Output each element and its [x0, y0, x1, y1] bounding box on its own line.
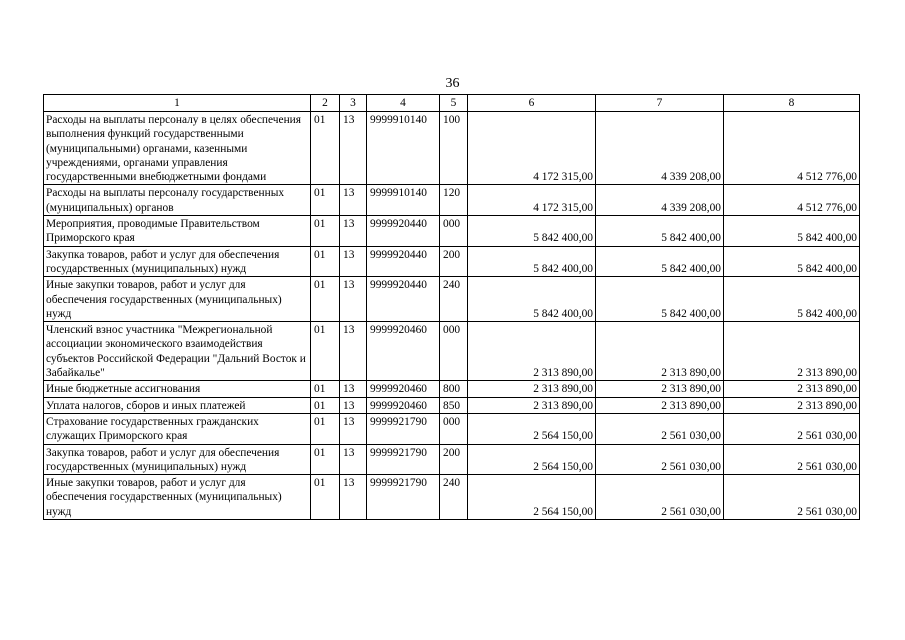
- expense-name: Членский взнос участника "Межрегиональной ассоциации экономического взаимодействия субъектов Российской Федерации "Дальний Восток и Забайкалье": [44, 322, 311, 381]
- amount-col7: 2 561 030,00: [596, 413, 724, 444]
- amount-col7: 2 561 030,00: [596, 475, 724, 520]
- expense-name: Мероприятия, проводимые Правительством Приморского края: [44, 216, 311, 247]
- amount-col7: 5 842 400,00: [596, 246, 724, 277]
- amount-col7: 2 561 030,00: [596, 444, 724, 475]
- amount-col6: 2 564 150,00: [468, 413, 596, 444]
- target-article-code: 9999921790: [367, 475, 440, 520]
- table-row: [44, 381, 860, 397]
- expense-name: Закупка товаров, работ и услуг для обеспечения государственных (муниципальных) нужд: [44, 246, 311, 277]
- expense-name: Закупка товаров, работ и услуг для обеспечения государственных (муниципальных) нужд: [44, 444, 311, 475]
- expense-name: Иные закупки товаров, работ и услуг для обеспечения государственных (муниципальных) нужд: [44, 475, 311, 520]
- amount-col8: 4 512 776,00: [724, 112, 860, 185]
- page-number: 36: [445, 76, 460, 91]
- section-code: 01: [311, 381, 340, 397]
- budget-table: [43, 94, 860, 520]
- amount-col8: 2 561 030,00: [724, 475, 860, 520]
- column-header: 6: [468, 95, 596, 112]
- amount-col7: 4 339 208,00: [596, 185, 724, 216]
- section-code: 01: [311, 216, 340, 247]
- amount-col8: 2 561 030,00: [724, 413, 860, 444]
- subsection-code: 13: [340, 381, 367, 397]
- amount-col7: 4 339 208,00: [596, 112, 724, 185]
- amount-col8: 2 561 030,00: [724, 444, 860, 475]
- amount-col8: 5 842 400,00: [724, 216, 860, 247]
- amount-col6: 2 313 890,00: [468, 397, 596, 413]
- column-header: 7: [596, 95, 724, 112]
- expense-type-code: 000: [440, 413, 468, 444]
- subsection-code: 13: [340, 277, 367, 322]
- amount-col6: 4 172 315,00: [468, 112, 596, 185]
- section-code: 01: [311, 444, 340, 475]
- expense-type-code: 000: [440, 216, 468, 247]
- table-row: [44, 246, 860, 277]
- section-code: 01: [311, 246, 340, 277]
- amount-col8: 2 313 890,00: [724, 381, 860, 397]
- target-article-code: 9999920440: [367, 246, 440, 277]
- amount-col7: 2 313 890,00: [596, 322, 724, 381]
- target-article-code: 9999920440: [367, 277, 440, 322]
- subsection-code: 13: [340, 112, 367, 185]
- expense-name: Страхование государственных гражданских служащих Приморского края: [44, 413, 311, 444]
- expense-type-code: 850: [440, 397, 468, 413]
- amount-col8: 5 842 400,00: [724, 246, 860, 277]
- expense-name: Расходы на выплаты персоналу в целях обеспечения выполнения функций государственными (муниципальными) органами, казенными учреждениями, органами управления государственными внебюджетными фондами: [44, 112, 311, 185]
- amount-col6: 5 842 400,00: [468, 216, 596, 247]
- section-code: 01: [311, 322, 340, 381]
- subsection-code: 13: [340, 246, 367, 277]
- section-code: 01: [311, 413, 340, 444]
- header-row: [44, 95, 860, 112]
- table-row: [44, 322, 860, 381]
- expense-name: Расходы на выплаты персоналу государственных (муниципальных) органов: [44, 185, 311, 216]
- column-header: 8: [724, 95, 860, 112]
- subsection-code: 13: [340, 444, 367, 475]
- subsection-code: 13: [340, 322, 367, 381]
- subsection-code: 13: [340, 413, 367, 444]
- expense-type-code: 100: [440, 112, 468, 185]
- column-header: 3: [340, 95, 367, 112]
- target-article-code: 9999921790: [367, 444, 440, 475]
- target-article-code: 9999921790: [367, 413, 440, 444]
- section-code: 01: [311, 277, 340, 322]
- section-code: 01: [311, 397, 340, 413]
- expense-type-code: 240: [440, 277, 468, 322]
- amount-col6: 5 842 400,00: [468, 246, 596, 277]
- amount-col7: 5 842 400,00: [596, 277, 724, 322]
- expense-name: Уплата налогов, сборов и иных платежей: [44, 397, 311, 413]
- amount-col7: 5 842 400,00: [596, 216, 724, 247]
- amount-col8: 2 313 890,00: [724, 397, 860, 413]
- expense-type-code: 200: [440, 246, 468, 277]
- target-article-code: 9999920460: [367, 381, 440, 397]
- table-row: [44, 444, 860, 475]
- amount-col6: 4 172 315,00: [468, 185, 596, 216]
- section-code: 01: [311, 475, 340, 520]
- column-header: 1: [44, 95, 311, 112]
- amount-col8: 2 313 890,00: [724, 322, 860, 381]
- amount-col8: 4 512 776,00: [724, 185, 860, 216]
- section-code: 01: [311, 185, 340, 216]
- table-row: [44, 397, 860, 413]
- subsection-code: 13: [340, 397, 367, 413]
- table-row: [44, 277, 860, 322]
- expense-name: Иные бюджетные ассигнования: [44, 381, 311, 397]
- target-article-code: 9999910140: [367, 185, 440, 216]
- column-header: 4: [367, 95, 440, 112]
- amount-col6: 5 842 400,00: [468, 277, 596, 322]
- amount-col6: 2 313 890,00: [468, 381, 596, 397]
- table-row: [44, 112, 860, 185]
- table-row: [44, 475, 860, 520]
- column-header: 2: [311, 95, 340, 112]
- amount-col7: 2 313 890,00: [596, 381, 724, 397]
- subsection-code: 13: [340, 185, 367, 216]
- expense-name: Иные закупки товаров, работ и услуг для обеспечения государственных (муниципальных) нужд: [44, 277, 311, 322]
- expense-type-code: 120: [440, 185, 468, 216]
- amount-col6: 2 313 890,00: [468, 322, 596, 381]
- table-row: [44, 216, 860, 247]
- amount-col6: 2 564 150,00: [468, 475, 596, 520]
- expense-type-code: 240: [440, 475, 468, 520]
- target-article-code: 9999920460: [367, 322, 440, 381]
- expense-type-code: 800: [440, 381, 468, 397]
- table-row: [44, 413, 860, 444]
- table-row: [44, 185, 860, 216]
- column-header: 5: [440, 95, 468, 112]
- amount-col7: 2 313 890,00: [596, 397, 724, 413]
- subsection-code: 13: [340, 216, 367, 247]
- target-article-code: 9999920440: [367, 216, 440, 247]
- amount-col6: 2 564 150,00: [468, 444, 596, 475]
- expense-type-code: 200: [440, 444, 468, 475]
- expense-type-code: 000: [440, 322, 468, 381]
- subsection-code: 13: [340, 475, 367, 520]
- target-article-code: 9999920460: [367, 397, 440, 413]
- target-article-code: 9999910140: [367, 112, 440, 185]
- section-code: 01: [311, 112, 340, 185]
- amount-col8: 5 842 400,00: [724, 277, 860, 322]
